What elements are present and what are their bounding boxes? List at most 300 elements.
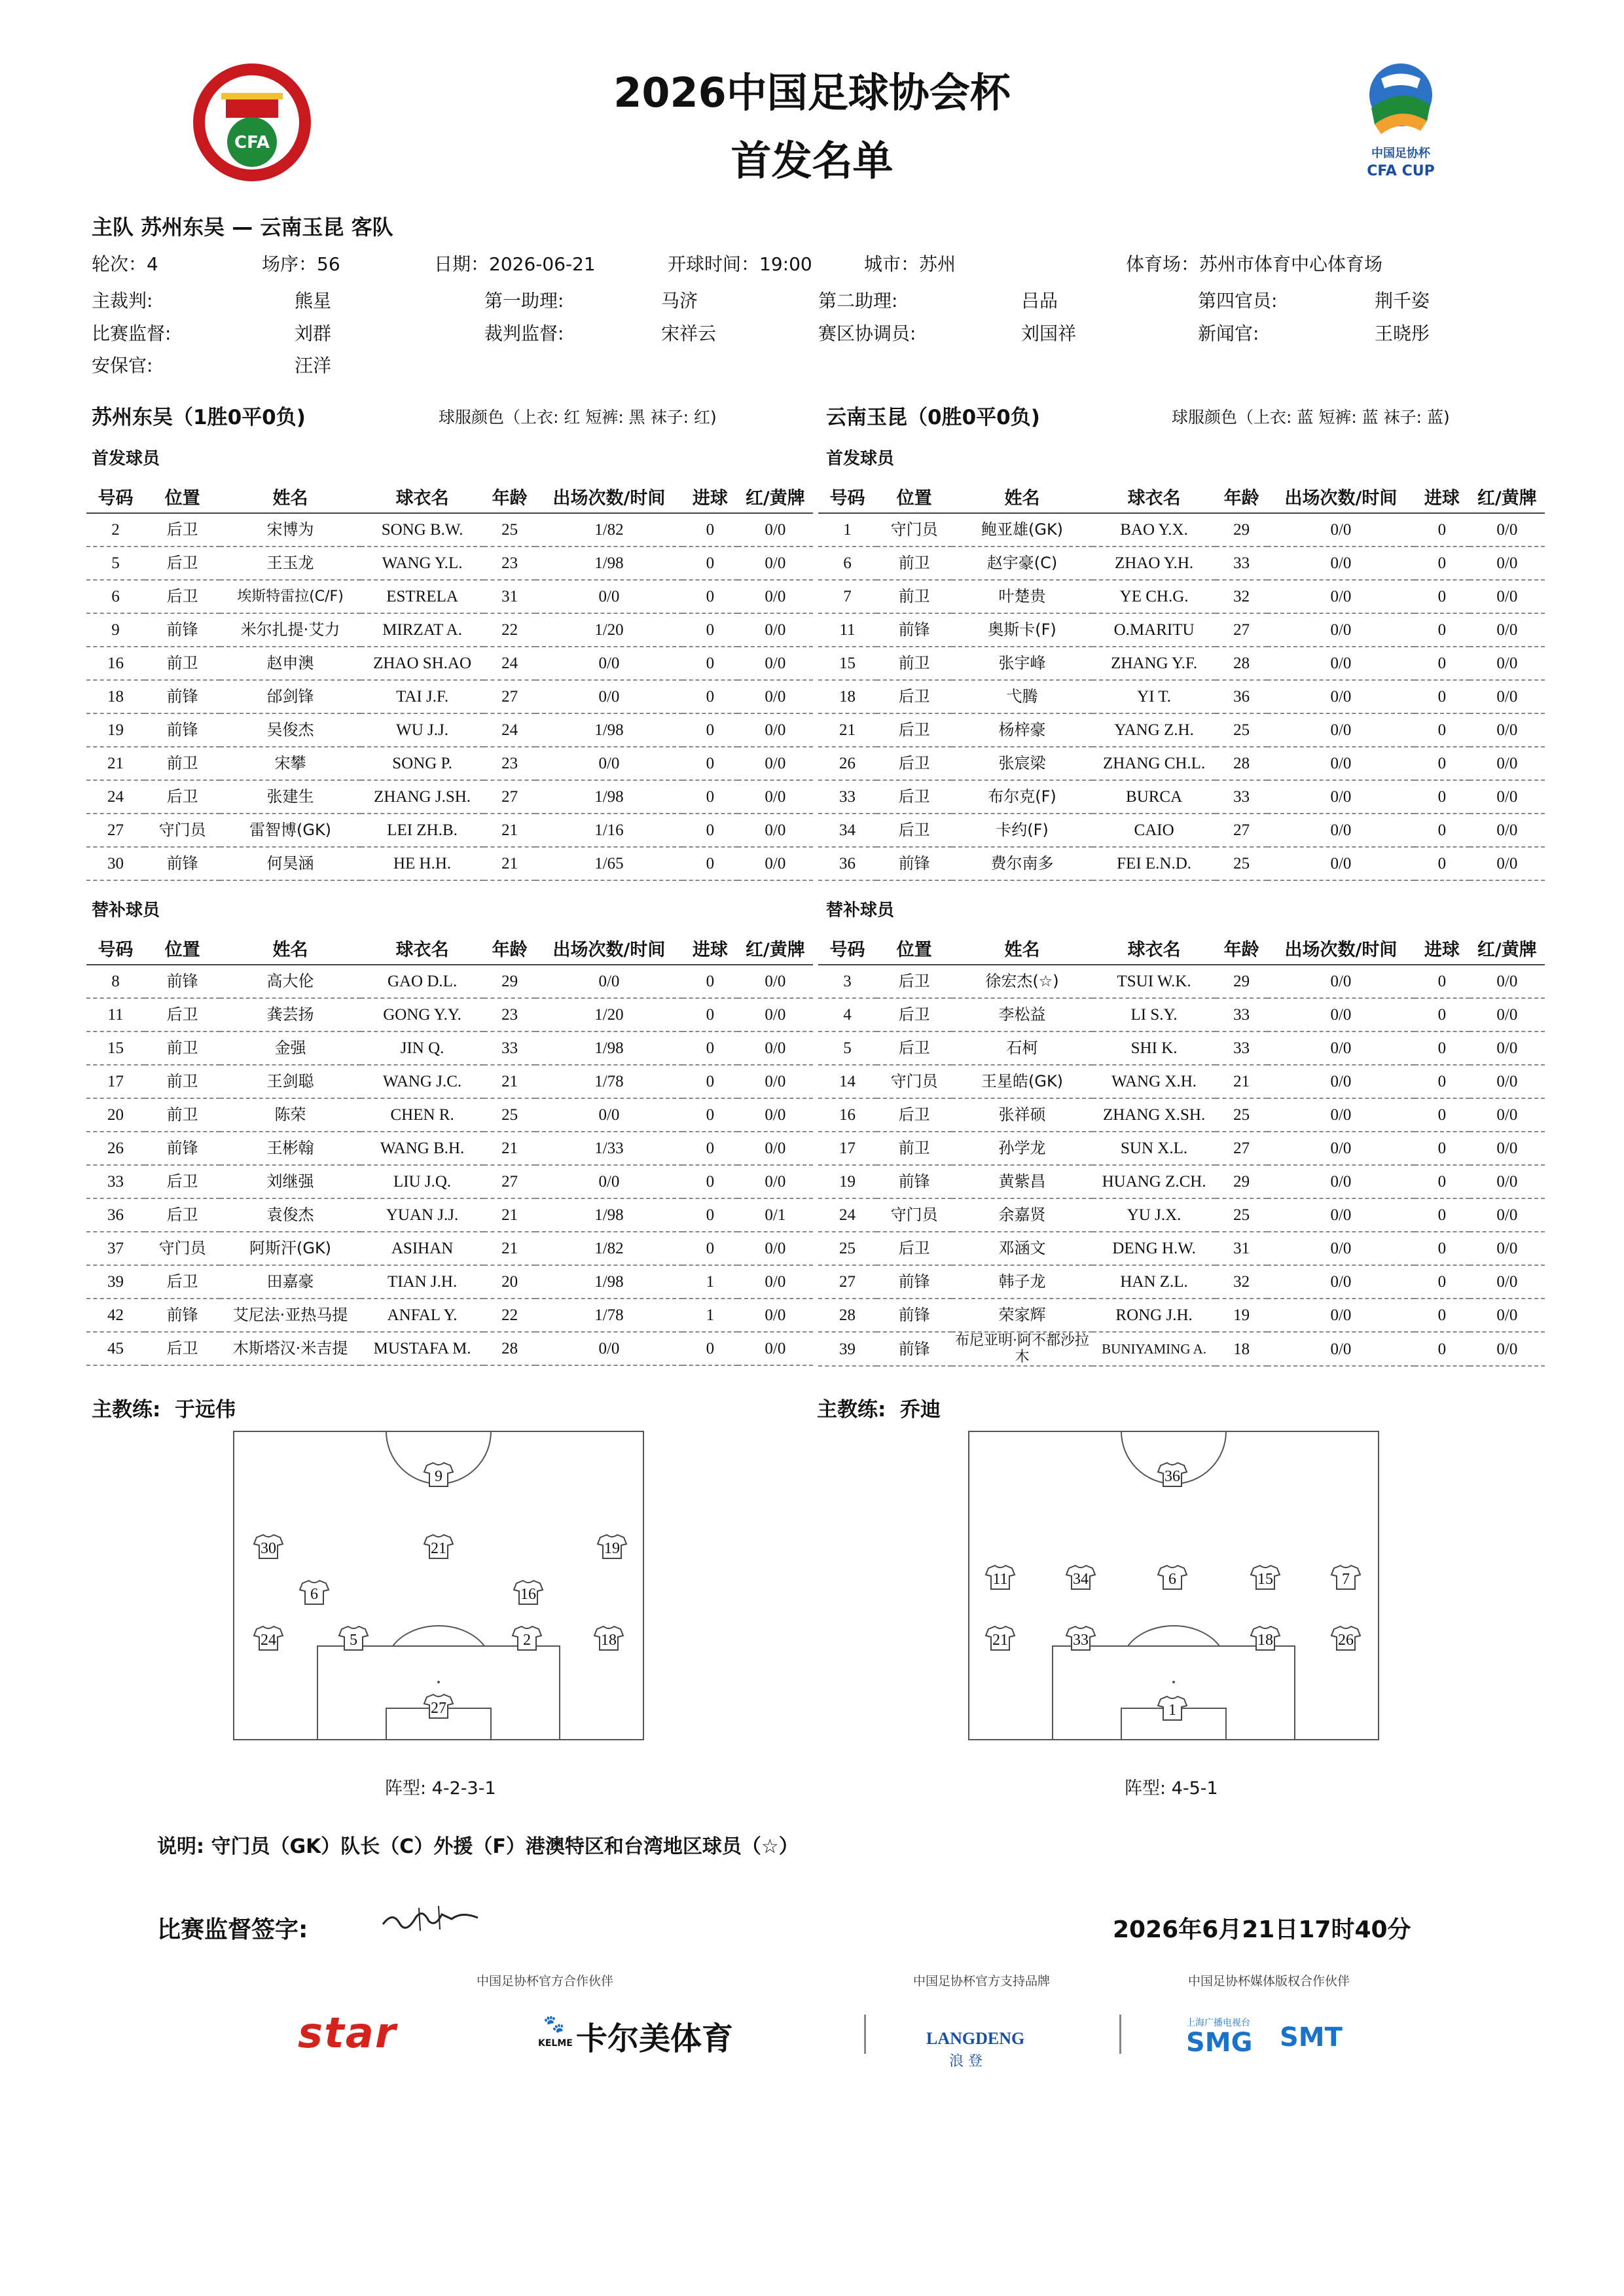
legend-note: 说明: 守门员（GK）队长（C）外援（F）港澳特区和台湾地区球员（☆） (157, 1835, 799, 1858)
table-cell: 11 (818, 613, 876, 647)
table-cell: ZHANG Y.F. (1092, 647, 1216, 680)
svg-text:2: 2 (523, 1632, 531, 1649)
column-header: 姓名 (220, 931, 361, 965)
table-cell: 0/1 (738, 1198, 813, 1232)
table-cell: 0/0 (535, 1165, 683, 1198)
table-cell: 21 (484, 1232, 535, 1265)
player-shirt-icon (424, 1695, 453, 1718)
table-cell: 25 (484, 1098, 535, 1132)
column-header: 球衣名 (361, 480, 484, 513)
table-cell: 17 (818, 1132, 876, 1165)
table-cell: 前卫 (876, 1132, 952, 1165)
table-cell: 21 (484, 1198, 535, 1232)
table-cell: 余嘉贤 (952, 1198, 1092, 1232)
table-cell: 0/0 (1470, 747, 1545, 780)
table-cell: 前锋 (876, 847, 952, 880)
column-header: 出场次数/时间 (1267, 931, 1415, 965)
table-cell: 王剑聪 (220, 1065, 361, 1098)
table-row (86, 780, 813, 814)
table-cell: 0/0 (535, 1332, 683, 1365)
table-cell: 6 (86, 580, 145, 613)
table-cell: 后卫 (876, 1031, 952, 1065)
table-cell: 王彬翰 (220, 1132, 361, 1165)
table-cell: MIRZAT A. (361, 613, 484, 647)
column-header: 球衣名 (1092, 480, 1216, 513)
table-cell: 1/98 (535, 547, 683, 580)
table-cell: 0 (683, 1165, 738, 1198)
table-cell: 前锋 (145, 1132, 220, 1165)
table-cell: 前锋 (145, 713, 220, 747)
table-cell: 31 (1216, 1232, 1267, 1265)
table-cell: 雷智博(GK) (220, 814, 361, 847)
table-cell: 0/0 (1267, 847, 1415, 880)
table-cell: 0/0 (1267, 747, 1415, 780)
column-header: 年龄 (484, 480, 535, 513)
table-cell: 19 (818, 1165, 876, 1198)
table-cell: 39 (818, 1332, 876, 1366)
column-header: 号码 (818, 480, 876, 513)
table-cell: 0 (683, 580, 738, 613)
table-cell: 1 (683, 1265, 738, 1299)
table-cell: 0 (683, 513, 738, 547)
official-name: 刘国祥 (1021, 323, 1077, 344)
table-row (86, 547, 813, 580)
table-cell: 0 (1415, 1332, 1470, 1366)
table-cell: 后卫 (145, 547, 220, 580)
table-cell: 1/20 (535, 998, 683, 1031)
table-cell: 0/0 (1470, 1332, 1545, 1366)
table-cell: 1/20 (535, 613, 683, 647)
table-cell: 11 (86, 998, 145, 1031)
table-cell: 守门员 (876, 513, 952, 547)
table-row (86, 513, 813, 547)
svg-text:36: 36 (1164, 1468, 1180, 1485)
table-cell: TIAN J.H. (361, 1265, 484, 1299)
table-cell: 36 (86, 1198, 145, 1232)
table-cell: 34 (818, 814, 876, 847)
table-cell: 0/0 (738, 1065, 813, 1098)
table-cell: 28 (484, 1332, 535, 1365)
table-cell: 韩子龙 (952, 1265, 1092, 1299)
player-shirt-icon (598, 1535, 626, 1558)
table-cell: 0/0 (1267, 1299, 1415, 1332)
table-cell: WANG B.H. (361, 1132, 484, 1165)
table-cell: LI S.Y. (1092, 998, 1216, 1031)
table-cell: 前卫 (145, 747, 220, 780)
table-cell: LIU J.Q. (361, 1165, 484, 1198)
table-cell: 22 (484, 613, 535, 647)
kelme-logo: 卡尔美体育 (576, 2020, 734, 2057)
table-cell: 33 (1216, 998, 1267, 1031)
table-cell: 0/0 (1267, 713, 1415, 747)
table-cell: 33 (484, 1031, 535, 1065)
player-shirt-icon (300, 1581, 329, 1604)
svg-text:27: 27 (431, 1700, 446, 1717)
table-cell: 荣家辉 (952, 1299, 1092, 1332)
table-cell: YI T. (1092, 680, 1216, 713)
away-kit: 球服颜色（上衣: 蓝 短裤: 蓝 袜子: 蓝) (1172, 408, 1450, 427)
player-shirt-icon (1331, 1566, 1360, 1589)
table-cell: 0 (1415, 1031, 1470, 1065)
table-cell: 前锋 (876, 1265, 952, 1299)
table-cell: TSUI W.K. (1092, 965, 1216, 998)
table-cell: 19 (1216, 1299, 1267, 1332)
official-name: 刘群 (295, 323, 332, 344)
table-cell: 后卫 (876, 713, 952, 747)
table-cell: 24 (484, 713, 535, 747)
table-cell: 1/33 (535, 1132, 683, 1165)
official-label: 裁判监督: (484, 323, 564, 344)
table-cell: 0/0 (1267, 1132, 1415, 1165)
table-row (818, 1098, 1545, 1132)
table-cell: 0 (683, 998, 738, 1031)
table-cell: 0/0 (1470, 1299, 1545, 1332)
official-label: 主裁判: (92, 290, 153, 312)
city-info: 城市：苏州 (864, 253, 956, 275)
table-cell: 26 (818, 747, 876, 780)
table-cell: 黄紫昌 (952, 1165, 1092, 1198)
away-subs-table (818, 931, 1545, 1367)
table-cell: 0/0 (1267, 580, 1415, 613)
table-cell: 21 (1216, 1065, 1267, 1098)
table-row (86, 747, 813, 780)
table-cell: 16 (818, 1098, 876, 1132)
table-cell: BUNIYAMING A. (1092, 1332, 1216, 1366)
cfa-cup-cn: 中国足协杯 (1371, 147, 1430, 160)
kelme-icon: 🐾 (543, 2015, 565, 2034)
table-cell: ZHAO SH.AO (361, 647, 484, 680)
table-cell: 后卫 (876, 814, 952, 847)
table-row (818, 547, 1545, 580)
official-name: 宋祥云 (661, 323, 717, 344)
table-cell: 张宇峰 (952, 647, 1092, 680)
cfa-cup-en: CFA CUP (1367, 163, 1435, 179)
table-cell: 0/0 (738, 547, 813, 580)
table-cell: 0 (683, 965, 738, 998)
table-cell: WANG J.C. (361, 1065, 484, 1098)
column-header: 出场次数/时间 (1267, 480, 1415, 513)
table-cell: 30 (86, 847, 145, 880)
table-row (818, 1065, 1545, 1098)
table-cell: YE CH.G. (1092, 580, 1216, 613)
table-cell: BAO Y.X. (1092, 513, 1216, 547)
table-cell: 刘继强 (220, 1165, 361, 1198)
away-subs-label: 替补球员 (826, 901, 895, 920)
table-cell: 29 (484, 965, 535, 998)
table-cell: 0 (1415, 547, 1470, 580)
table-cell: 前锋 (145, 680, 220, 713)
table-cell: 前卫 (145, 1065, 220, 1098)
table-cell: 0/0 (1470, 1232, 1545, 1265)
official-label: 安保官: (92, 355, 153, 376)
table-cell: 0/0 (1267, 1265, 1415, 1299)
table-row (86, 1198, 813, 1232)
langdeng-logo: LANGDENG (926, 2029, 1025, 2048)
column-header: 进球 (683, 931, 738, 965)
home-subs-table (86, 931, 813, 1366)
star-logo: star (298, 2009, 397, 2058)
table-cell: 20 (484, 1265, 535, 1299)
table-cell: 18 (86, 680, 145, 713)
table-cell: 0/0 (1470, 1165, 1545, 1198)
table-cell: 0/0 (1470, 1265, 1545, 1299)
table-cell: 前卫 (876, 547, 952, 580)
table-cell: ZHAO Y.H. (1092, 547, 1216, 580)
table-cell: 0 (683, 1031, 738, 1065)
table-cell: 0/0 (738, 647, 813, 680)
column-header: 号码 (86, 931, 145, 965)
table-cell: 0 (1415, 1132, 1470, 1165)
table-row (818, 1232, 1545, 1265)
table-cell: 0/0 (1267, 998, 1415, 1031)
table-cell: 张宸梁 (952, 747, 1092, 780)
table-cell: 0 (1415, 847, 1470, 880)
table-row (86, 1265, 813, 1299)
column-header: 位置 (876, 480, 952, 513)
official-name: 荆千姿 (1375, 290, 1430, 312)
svg-text:7: 7 (1342, 1571, 1350, 1588)
table-cell: 前锋 (876, 613, 952, 647)
table-cell: 鲍亚雄(GK) (952, 513, 1092, 547)
table-cell: GAO D.L. (361, 965, 484, 998)
table-cell: 后卫 (876, 1098, 952, 1132)
table-cell: 27 (1216, 814, 1267, 847)
table-cell: ESTRELA (361, 580, 484, 613)
table-cell: 0 (1415, 1232, 1470, 1265)
table-cell: 艾尼法·亚热马提 (220, 1299, 361, 1332)
table-cell: 0 (1415, 814, 1470, 847)
table-cell: 前卫 (876, 647, 952, 680)
svg-text:30: 30 (261, 1540, 276, 1557)
table-cell: 15 (86, 1031, 145, 1065)
smg-line: 上海广播电视台 (1186, 2018, 1250, 2028)
table-cell: 0/0 (738, 780, 813, 814)
player-shirt-icon (254, 1535, 283, 1558)
page-subtitle: 首发名单 (731, 137, 893, 185)
table-cell: 后卫 (876, 747, 952, 780)
table-cell: 0/0 (738, 580, 813, 613)
table-cell: FEI E.N.D. (1092, 847, 1216, 880)
column-header: 位置 (145, 480, 220, 513)
table-cell: 20 (86, 1098, 145, 1132)
table-cell: 0 (683, 547, 738, 580)
table-cell: 25 (818, 1232, 876, 1265)
table-cell: 15 (818, 647, 876, 680)
table-row (818, 580, 1545, 613)
table-cell: 0 (1415, 1098, 1470, 1132)
table-cell: 后卫 (145, 580, 220, 613)
column-header: 年龄 (1216, 931, 1267, 965)
table-cell: 0/0 (1267, 1031, 1415, 1065)
table-cell: 0 (1415, 680, 1470, 713)
table-cell: 4 (818, 998, 876, 1031)
table-row (86, 1165, 813, 1198)
player-shirt-icon (1251, 1566, 1280, 1589)
table-cell: 21 (484, 1065, 535, 1098)
table-row (818, 1132, 1545, 1165)
table-cell: 21 (484, 814, 535, 847)
table-cell: 0/0 (738, 1299, 813, 1332)
table-cell: 0 (683, 1098, 738, 1132)
table-cell: 9 (86, 613, 145, 647)
table-cell: 0/0 (1470, 1198, 1545, 1232)
smt-logo: SMT (1280, 2022, 1343, 2053)
table-cell: BURCA (1092, 780, 1216, 814)
table-cell: 0/0 (1470, 680, 1545, 713)
table-cell: 18 (1216, 1332, 1267, 1366)
svg-text:18: 18 (1257, 1632, 1273, 1649)
table-cell: 石柯 (952, 1031, 1092, 1065)
table-cell: 0/0 (1267, 513, 1415, 547)
home-formation: 阵型: 4-2-3-1 (385, 1778, 496, 1799)
table-cell: 0/0 (738, 965, 813, 998)
table-cell: 23 (484, 547, 535, 580)
table-cell: 33 (1216, 1031, 1267, 1065)
table-cell: 0/0 (535, 647, 683, 680)
table-cell: 0 (1415, 1265, 1470, 1299)
table-cell: 0/0 (1267, 1198, 1415, 1232)
table-row (818, 1165, 1545, 1198)
table-cell: 后卫 (876, 998, 952, 1031)
table-row (86, 1132, 813, 1165)
home-starters-label: 首发球员 (92, 449, 160, 469)
table-cell: 27 (484, 680, 535, 713)
column-header: 位置 (876, 931, 952, 965)
table-cell: MUSTAFA M. (361, 1332, 484, 1365)
table-row (818, 1332, 1545, 1366)
away-coach: 主教练: 乔迪 (817, 1398, 941, 1422)
table-cell: 卡约(F) (952, 814, 1092, 847)
table-cell: ASIHAN (361, 1232, 484, 1265)
away-team-name: 云南玉昆（0胜0平0负) (826, 406, 1040, 429)
table-cell: 42 (86, 1299, 145, 1332)
table-cell: 后卫 (145, 1332, 220, 1365)
table-cell: 0/0 (738, 1332, 813, 1365)
table-cell: 3 (818, 965, 876, 998)
round-info: 轮次：4 (92, 253, 158, 275)
table-cell: 25 (1216, 713, 1267, 747)
column-header: 红/黄牌 (738, 931, 813, 965)
table-cell: 前卫 (145, 647, 220, 680)
table-cell: 16 (86, 647, 145, 680)
table-cell: 0/0 (738, 1165, 813, 1198)
away-starters-table (818, 480, 1545, 881)
table-cell: 17 (86, 1065, 145, 1098)
table-cell: 1/98 (535, 1265, 683, 1299)
table-cell: 0/0 (738, 613, 813, 647)
table-cell: 1 (683, 1299, 738, 1332)
table-cell: 0 (683, 613, 738, 647)
table-cell: 0/0 (535, 1098, 683, 1132)
official-name: 马济 (661, 290, 698, 312)
table-cell: 王玉龙 (220, 547, 361, 580)
table-cell: 27 (86, 814, 145, 847)
table-cell: 1/98 (535, 1031, 683, 1065)
table-cell: 24 (818, 1198, 876, 1232)
svg-text:11: 11 (992, 1571, 1008, 1588)
table-cell: 24 (86, 780, 145, 814)
table-cell: 0 (1415, 747, 1470, 780)
table-cell: 27 (1216, 1132, 1267, 1165)
table-cell: 0 (683, 847, 738, 880)
column-header: 年龄 (1216, 480, 1267, 513)
table-cell: 25 (1216, 1098, 1267, 1132)
column-header: 号码 (818, 931, 876, 965)
table-row (818, 1299, 1545, 1332)
table-cell: 0/0 (1267, 780, 1415, 814)
table-cell: 0 (1415, 780, 1470, 814)
table-cell: 后卫 (145, 1165, 220, 1198)
table-cell: 0 (1415, 965, 1470, 998)
table-cell: 0/0 (738, 713, 813, 747)
table-cell: 32 (1216, 1265, 1267, 1299)
table-cell: 29 (1216, 1165, 1267, 1198)
table-cell: 0/0 (1470, 1132, 1545, 1165)
table-cell: 33 (818, 780, 876, 814)
table-cell: 0 (683, 747, 738, 780)
table-cell: 阿斯汗(GK) (220, 1232, 361, 1265)
column-header: 年龄 (484, 931, 535, 965)
table-cell: LEI ZH.B. (361, 814, 484, 847)
official-name: 王晓彤 (1375, 323, 1430, 344)
svg-text:6: 6 (1168, 1571, 1176, 1588)
column-header: 位置 (145, 931, 220, 965)
table-cell: 0 (683, 713, 738, 747)
svg-text:26: 26 (1338, 1632, 1354, 1649)
table-cell: 米尔扎提·艾力 (220, 613, 361, 647)
table-cell: 邓涵文 (952, 1232, 1092, 1265)
official-name: 汪洋 (295, 355, 332, 376)
match-no-info: 场序：56 (262, 253, 340, 275)
table-row (818, 780, 1545, 814)
table-cell: 21 (484, 1132, 535, 1165)
svg-text:24: 24 (261, 1632, 276, 1649)
table-cell: 27 (484, 780, 535, 814)
column-header: 球衣名 (361, 931, 484, 965)
table-cell: 0 (1415, 613, 1470, 647)
table-cell: 前锋 (876, 1332, 952, 1366)
table-cell: 24 (484, 647, 535, 680)
table-cell: 布尼亚明·阿不都沙拉木 (952, 1332, 1092, 1366)
table-cell: 后卫 (876, 1232, 952, 1265)
table-row (86, 998, 813, 1031)
table-cell: 0/0 (1470, 713, 1545, 747)
table-cell: TAI J.F. (361, 680, 484, 713)
table-cell: 前锋 (145, 1299, 220, 1332)
table-row (86, 965, 813, 998)
player-shirt-icon (594, 1626, 623, 1650)
table-cell: 0/0 (1267, 680, 1415, 713)
table-cell: 0/0 (738, 513, 813, 547)
table-cell: 邰剑锋 (220, 680, 361, 713)
table-cell: 25 (484, 513, 535, 547)
table-cell: ZHANG CH.L. (1092, 747, 1216, 780)
table-cell: 36 (818, 847, 876, 880)
table-cell: 前卫 (876, 580, 952, 613)
table-cell: 后卫 (876, 965, 952, 998)
svg-text:33: 33 (1073, 1632, 1089, 1649)
table-row (86, 613, 813, 647)
table-cell: 0 (1415, 713, 1470, 747)
official-label: 新闻官: (1198, 323, 1259, 344)
table-cell: 田嘉豪 (220, 1265, 361, 1299)
table-cell: 龚芸扬 (220, 998, 361, 1031)
table-cell: 0/0 (1267, 547, 1415, 580)
table-cell: 0 (683, 1065, 738, 1098)
table-cell: 赵申澳 (220, 647, 361, 680)
table-cell: 1/82 (535, 513, 683, 547)
table-row (86, 814, 813, 847)
